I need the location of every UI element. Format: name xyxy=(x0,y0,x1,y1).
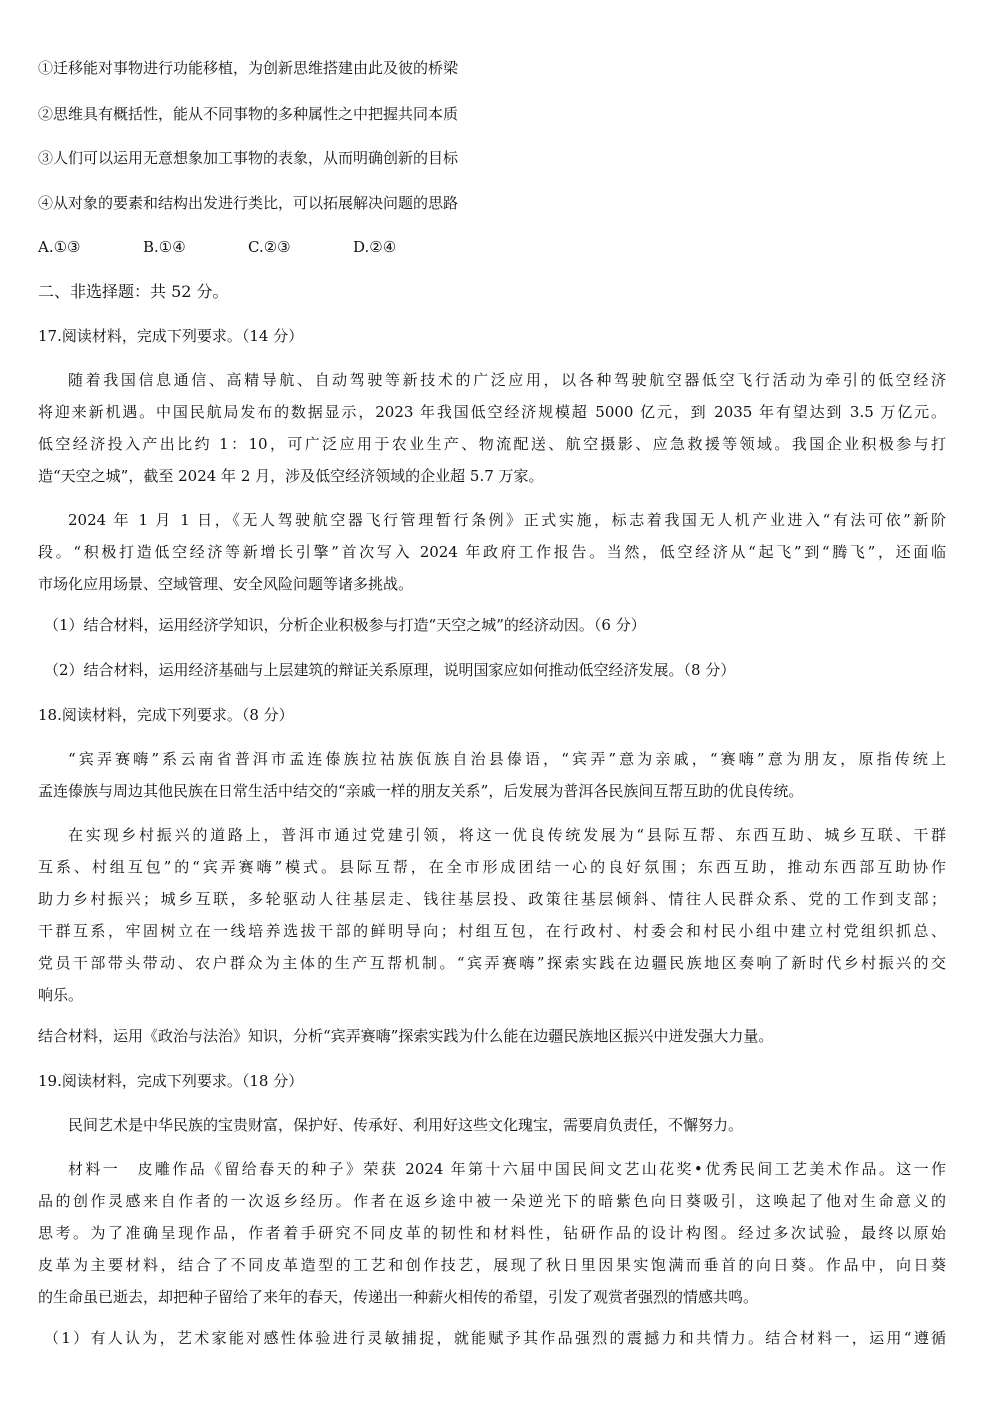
statement-1: ①迁移能对事物进行功能移植，为创新思维搭建由此及彼的桥梁 xyxy=(38,59,459,77)
q18-p2-line: 响乐。 xyxy=(38,986,84,1004)
section-heading: 二、非选择题：共 52 分。 xyxy=(38,282,229,301)
q17-sub1: （1）结合材料，运用经济学知识，分析企业积极参与打造“天空之城”的经济动因。（6 分） xyxy=(44,616,646,634)
q19-title: 19.阅读材料，完成下列要求。（18 分） xyxy=(38,1072,304,1090)
statement-2: ②思维具有概括性，能从不同事物的多种属性之中把握共同本质 xyxy=(38,105,459,123)
q19-intro: 民间艺术是中华民族的宝贵财富，保护好、传承好、利用好这些文化瑰宝，需要肩负责任，不懈努力。 xyxy=(68,1116,744,1134)
q19-sub1: （1）有人认为，艺术家能对感性体验进行灵敏捕捉，就能赋予其作品强烈的震撼力和共情力。结合材料一，运用“遵循 xyxy=(44,1329,946,1347)
q19-material1-line: 的生命虽已逝去，却把种子留给了来年的春天，传递出一种薪火相传的希望，引发了观赏者强烈的情感共鸣。 xyxy=(38,1288,759,1306)
q18-p1-line: 孟连傣族与周边其他民族在日常生活中结交的“亲戚一样的朋友关系”，后发展为普洱各民族间互帮互助的优良传统。 xyxy=(38,782,804,800)
q19-material1-line: 思考。为了准确呈现作品，作者着手研究不同皮革的韧性和材料性，钻研作品的设计构图。经过多次试验，最终以原始 xyxy=(38,1224,946,1242)
q18-p2-line: 互系、村组互包”的“宾弄赛嗨”模式。县际互帮，在全市形成团结一心的良好氛围；东西互助，推动东西部互助协作 xyxy=(38,858,946,876)
q18-title: 18.阅读材料，完成下列要求。（8 分） xyxy=(38,706,294,724)
q19-material1-line: 品的创作灵感来自作者的一次返乡经历。作者在返乡途中被一朵逆光下的暗紫色向日葵吸引，这唤起了他对生命意义的 xyxy=(38,1192,946,1210)
q18-p2-line: 在实现乡村振兴的道路上，普洱市通过党建引领，将这一优良传统发展为“县际互帮、东西互助、城乡互联、干群 xyxy=(68,826,946,844)
statement-4: ④从对象的要素和结构出发进行类比，可以拓展解决问题的思路 xyxy=(38,194,459,212)
q18-p2-line: 助力乡村振兴；城乡互联，多轮驱动人往基层走、钱往基层投、政策往基层倾斜、情往人民群众系、党的工作到支部； xyxy=(38,890,946,908)
q17-p1-line: 低空经济投入产出比约 1：10，可广泛应用于农业生产、物流配送、航空摄影、应急救援等领域。我国企业积极参与打 xyxy=(38,435,946,453)
q18-p2-line: 党员干部带头带动、农户群众为主体的生产互帮机制。“宾弄赛嗨”探索实践在边疆民族地区奏响了新时代乡村振兴的交 xyxy=(38,954,946,972)
q18-p1-line: “宾弄赛嗨”系云南省普洱市孟连傣族拉祜族佤族自治县傣语，“宾弄”意为亲戚，“赛嗨”意为朋友，原指传统上 xyxy=(68,750,946,768)
q17-p1-line: 造“天空之城”，截至 2024 年 2 月，涉及低空经济领域的企业超 5.7 万家。 xyxy=(38,467,544,485)
option-a: A.①③ xyxy=(38,238,81,256)
q17-p1-line: 随着我国信息通信、高精导航、自动驾驶等新技术的广泛应用，以各种驾驶航空器低空飞行活动为牵引的低空经济 xyxy=(68,371,946,389)
option-d: D.②④ xyxy=(353,238,397,256)
q17-p1-line: 将迎来新机遇。中国民航局发布的数据显示，2023 年我国低空经济规模超 5000 亿元，到 2035 年有望达到 3.5 万亿元。 xyxy=(38,403,946,421)
q18-question: 结合材料，运用《政治与法治》知识，分析“宾弄赛嗨”探索实践为什么能在边疆民族地区振兴中迸发强大力量。 xyxy=(38,1027,774,1045)
option-c: C.②③ xyxy=(248,238,291,256)
statement-3: ③人们可以运用无意想象加工事物的表象，从而明确创新的目标 xyxy=(38,149,459,167)
q17-title: 17.阅读材料，完成下列要求。（14 分） xyxy=(38,327,304,345)
answer-options xyxy=(38,236,458,258)
q17-sub2: （2）结合材料，运用经济基础与上层建筑的辩证关系原理，说明国家应如何推动低空经济发展。（8 分） xyxy=(44,661,736,679)
option-b: B.①④ xyxy=(143,238,186,256)
q19-material1-line: 材料一 皮雕作品《留给春天的种子》荣获 2024 年第十六届中国民间文艺山花奖•优秀民间工艺美术作品。这一作 xyxy=(68,1160,946,1178)
q17-p2-line: 2024 年 1 月 1 日，《无人驾驶航空器飞行管理暂行条例》正式实施，标志着我国无人机产业进入“有法可依”新阶 xyxy=(68,511,946,529)
q17-p2-line: 市场化应用场景、空域管理、安全风险问题等诸多挑战。 xyxy=(38,575,414,593)
q18-p2-line: 干群互系，牢固树立在一线培养选拔干部的鲜明导向；村组互包，在行政村、村委会和村民小组中建立村党组织抓总、 xyxy=(38,922,946,940)
q19-material1-line: 皮革为主要材料，结合了不同皮革造型的工艺和创作技艺，展现了秋日里因果实饱满而垂首的向日葵。作品中，向日葵 xyxy=(38,1256,946,1274)
q17-p2-line: 段。“积极打造低空经济等新增长引擎”首次写入 2024 年政府工作报告。当然，低空经济从“起飞”到“腾飞”，还面临 xyxy=(38,543,946,561)
